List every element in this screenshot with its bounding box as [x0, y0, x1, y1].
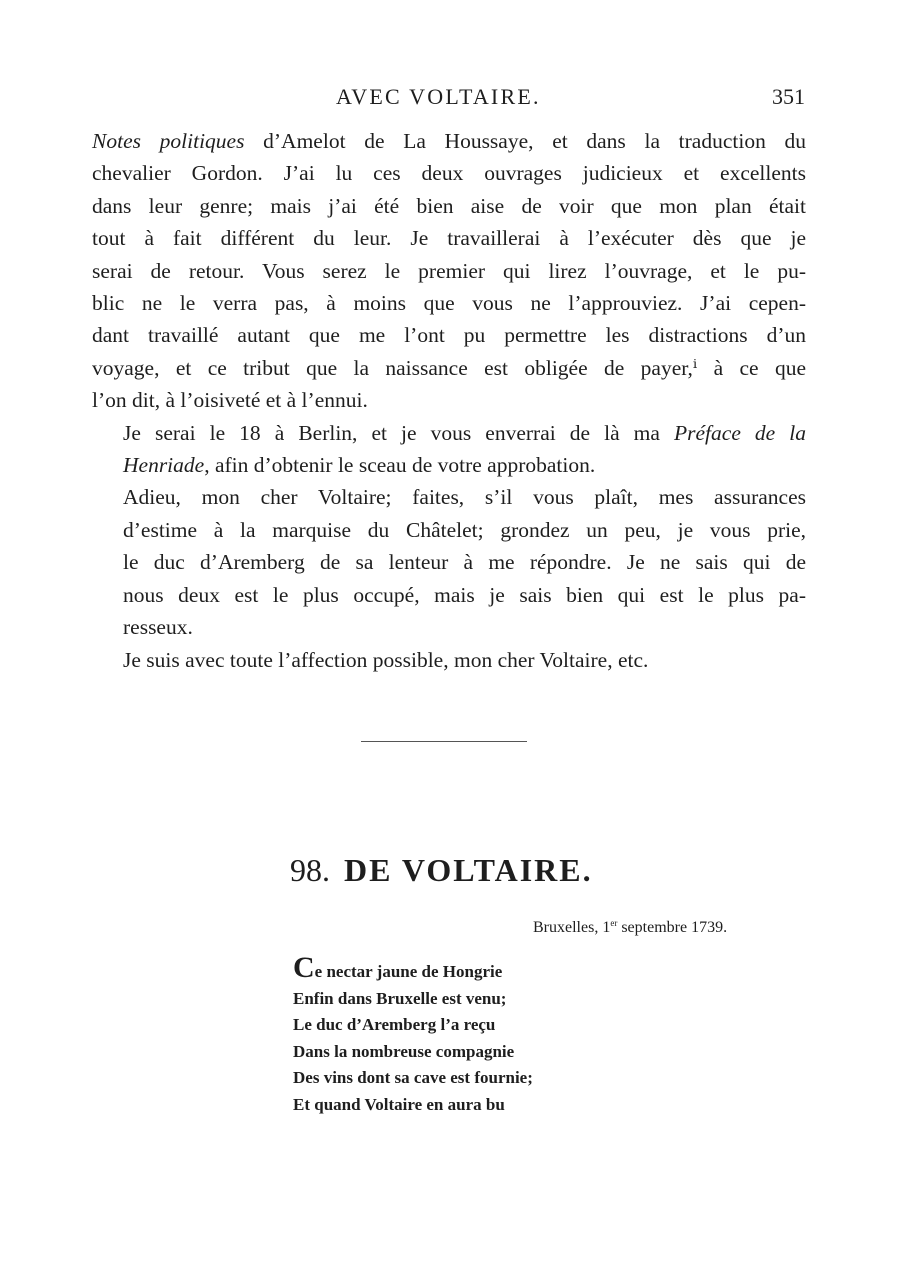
text-line: l’on dit, à l’oisiveté et à l’ennui.	[92, 388, 368, 413]
text-line: le duc d’Aremberg de sa lenteur à me répondre. Je ne sais qui de	[123, 550, 806, 575]
page-number: 351	[772, 84, 805, 109]
line-text: , afin d’obtenir le sceau de votre approbation.	[204, 453, 596, 478]
dateline-date: septembre 1739.	[617, 919, 728, 936]
italic-title: Henriade	[123, 453, 205, 478]
letter-heading	[290, 852, 593, 889]
line-text: d’Amelot de La Houssaye, et dans la traduction du	[244, 129, 807, 153]
text-line	[92, 417, 806, 449]
paragraph-3	[92, 481, 806, 643]
verse-line	[293, 951, 533, 986]
running-title: AVEC VOLTAIRE.	[336, 84, 541, 109]
verse	[293, 951, 533, 1119]
text-line: blic ne le verra pas, à moins que vous ne l’approuviez. J’ai cepen-	[92, 291, 806, 316]
text-line: nous deux est le plus occupé, mais je sais bien qui est le plus pa-	[123, 582, 806, 607]
verse-line: Des vins dont sa cave est fournie;	[293, 1068, 533, 1088]
text-line: serai de retour. Vous serez le premier qui lirez l’ouvrage, et le pu-	[92, 258, 806, 283]
letter-title: DE VOLTAIRE.	[344, 852, 593, 888]
paragraph-2	[92, 417, 806, 482]
verse-text: e nectar jaune de Hongrie	[314, 962, 503, 981]
text-line: Adieu, mon cher Voltaire; faites, s’il vous plaît, mes assurances	[123, 485, 806, 510]
text-line: tout à fait différent du leur. Je travaillerai à l’exécuter dès que je	[92, 226, 806, 251]
letter-body	[92, 125, 806, 676]
text-line: chevalier Gordon. J’ai lu ces deux ouvrages judicieux et excellents	[92, 161, 806, 186]
text-line	[92, 449, 806, 481]
text-line: voyage, et ce tribut que la naissance est obligée de payer,ⁱ à ce que	[92, 355, 806, 380]
verse-line: Dans la nombreuse compagnie	[293, 1041, 515, 1061]
verse-line: Et quand Voltaire en aura bu	[293, 1094, 505, 1114]
paragraph-4	[92, 644, 806, 676]
verse-line: Le duc d’Aremberg l’a reçu	[293, 1015, 496, 1035]
text-line: Je suis avec toute l’affection possible, mon cher Voltaire, etc.	[123, 647, 649, 672]
dateline	[533, 918, 727, 937]
running-head	[0, 84, 900, 114]
drop-cap: C	[293, 951, 315, 984]
verse-line: Enfin dans Bruxelle est venu;	[293, 988, 507, 1008]
dateline-ordinal: er	[610, 918, 618, 928]
line-text: Je serai le 18 à Berlin, et je vous enverrai de là ma	[123, 420, 675, 445]
section-divider	[361, 741, 527, 742]
text-line: dant travaillé autant que me l’ont pu permettre les distractions d’un	[92, 323, 806, 348]
text-line: resseux.	[123, 615, 193, 640]
italic-title: Préface de la	[674, 420, 806, 445]
text-line: d’estime à la marquise du Châtelet; grondez un peu, je vous prie,	[123, 517, 806, 542]
paragraph-1	[92, 125, 806, 417]
text-line	[92, 125, 806, 157]
italic-title: Notes politiques	[92, 129, 245, 153]
letter-number: 98.	[290, 852, 330, 888]
dateline-place: Bruxelles, 1	[533, 919, 611, 936]
text-line: dans leur genre; mais j’ai été bien aise de voir que mon plan était	[92, 193, 806, 218]
